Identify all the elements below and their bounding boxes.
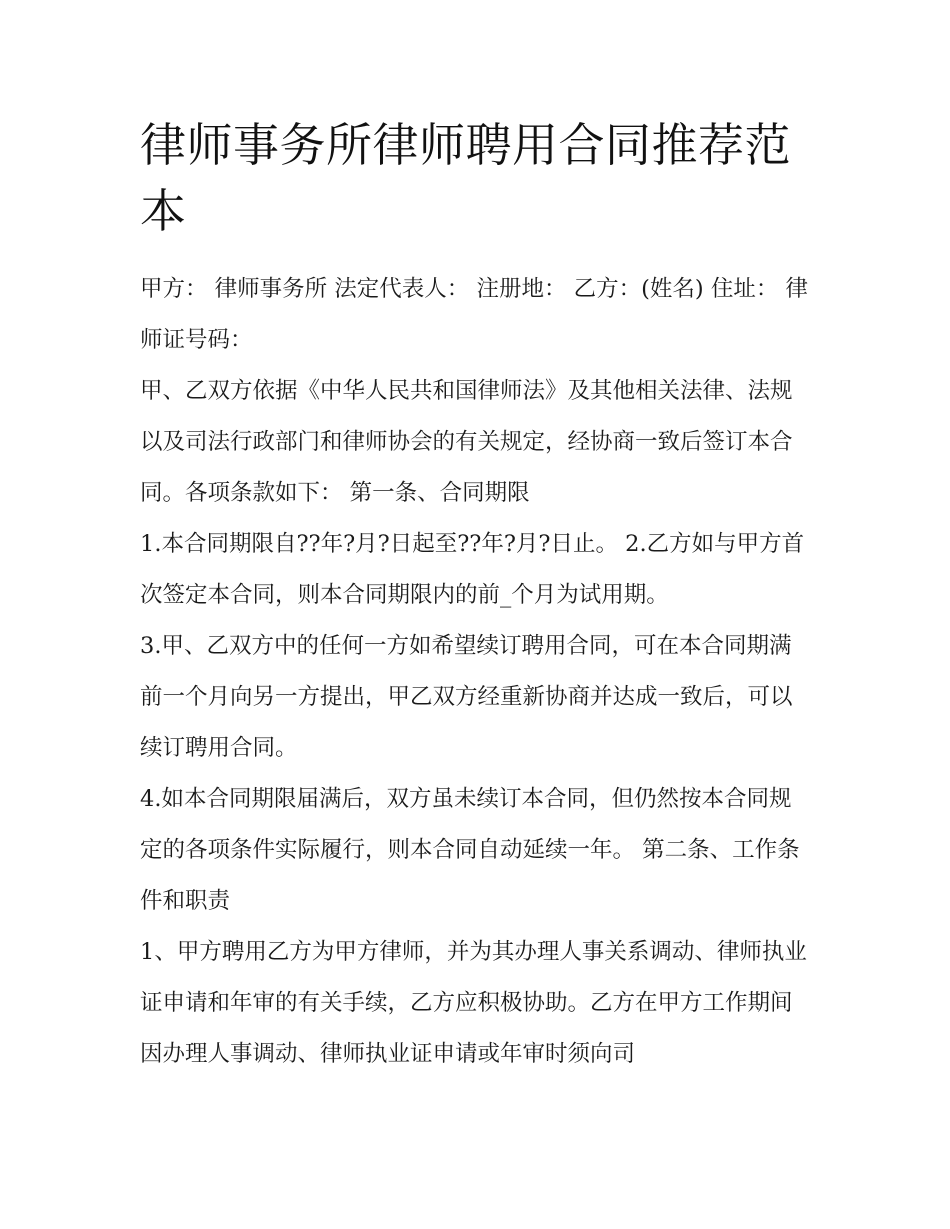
document-body <box>140 112 812 1080</box>
preamble-paragraph: 甲、乙双方依据《中华人民共和国律师法》及其他相关法律、法规以及司法行政部门和律师协会的有关规定，经协商一致后签订本合同。各项条款如下： 第一条、合同期限 <box>140 378 793 506</box>
clause-1-1-paragraph: 1.本合同期限自??年?月?日起至??年?月?日止。 2.乙方如与甲方首次签定本合同，则本合同期限内的前_个月为试用期。 <box>140 531 805 608</box>
clause-1-4-paragraph: 4.如本合同期限届满后，双方虽未续订本合同，但仍然按本合同规定的各项条件实际履行，则本合同自动延续一年。 第二条、工作条件和职责 <box>140 786 800 914</box>
clause-2-1-paragraph: 1、甲方聘用乙方为甲方律师，并为其办理人事关系调动、律师执业证申请和年审的有关手续，乙方应积极协助。乙方在甲方工作期间因办理人事调动、律师执业证申请或年审时须向司 <box>140 939 807 1067</box>
clause-1-3-paragraph: 3.甲、乙双方中的任何一方如希望续订聘用合同，可在本合同期满前一个月向另一方提出，甲乙双方经重新协商并达成一致后，可以续订聘用合同。 <box>140 633 793 761</box>
parties-paragraph: 甲方： 律师事务所 法定代表人： 注册地： 乙方：(姓名) 住址： 律师证号码： <box>140 276 808 353</box>
document-title: 律师事务所律师聘用合同推荐范本 <box>140 118 791 238</box>
